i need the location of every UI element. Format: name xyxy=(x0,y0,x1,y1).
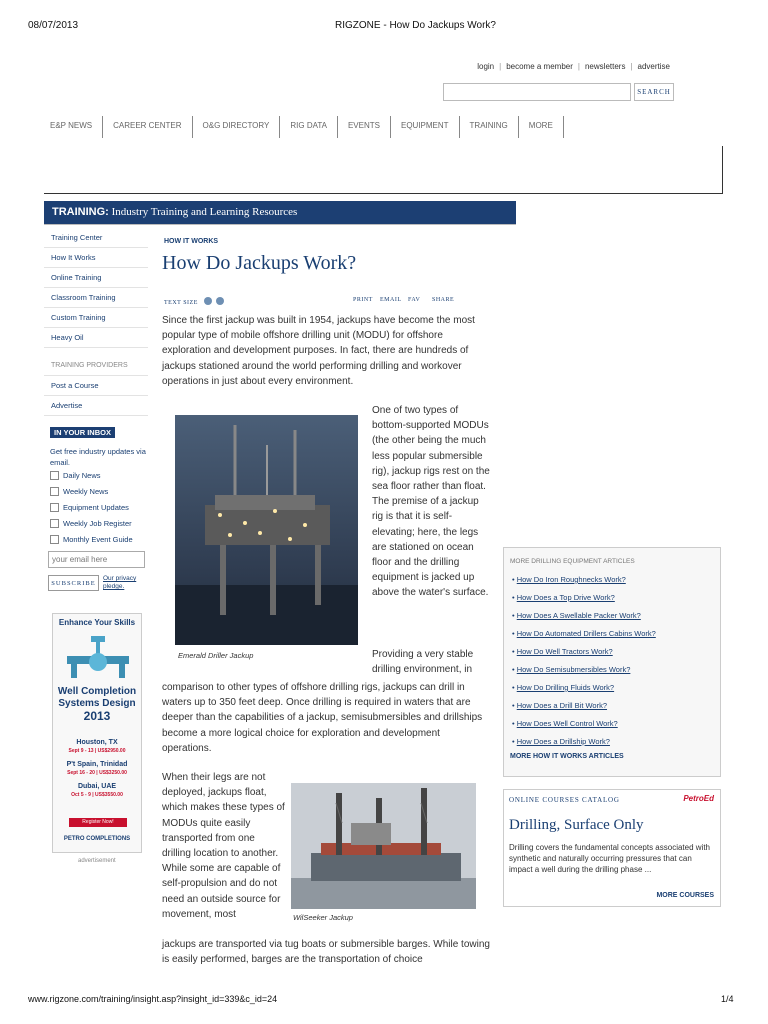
main-nav xyxy=(40,116,564,138)
related-item[interactable]: • How Does a Drill Bit Work? xyxy=(512,701,608,710)
newsletter-jobs[interactable]: Weekly Job Register xyxy=(50,519,132,528)
inbox-title: IN YOUR INBOX xyxy=(50,427,115,438)
related-item[interactable]: • How Do Automated Drillers Cabins Work? xyxy=(512,629,656,638)
photo-caption-1: Emerald Driller Jackup xyxy=(178,651,254,660)
inbox-text: Get free industry updates via email. xyxy=(50,447,146,467)
print-footer-page: 1/4 xyxy=(721,994,734,1004)
newsletter-weekly[interactable]: Weekly News xyxy=(50,487,108,496)
related-item[interactable]: • How Does a Drillship Work? xyxy=(512,737,610,746)
photo-caption-2: WilSeeker Jackup xyxy=(293,913,353,922)
ad-date-1: Sept 9 - 13 | US$2950.00 xyxy=(68,748,126,754)
rig-photo-wilseeker xyxy=(291,783,476,909)
related-articles-box xyxy=(503,547,721,777)
article-kicker: HOW IT WORKS xyxy=(164,238,219,245)
nav-rig-data[interactable]: RIG DATA xyxy=(280,116,338,138)
nav-training[interactable]: TRAINING xyxy=(460,116,519,138)
email-field[interactable]: your email here xyxy=(48,551,145,568)
ad-date-3: Oct 5 - 9 | US$3550.00 xyxy=(71,792,123,798)
newsletters-link[interactable]: newsletters xyxy=(584,62,626,71)
subscribe-button[interactable]: SUBSCRIBE xyxy=(48,575,99,591)
sidebar-item-advertise[interactable]: Advertise xyxy=(44,396,148,416)
sidebar-item-post-course[interactable]: Post a Course xyxy=(44,376,148,396)
login-link[interactable]: login xyxy=(477,62,495,71)
article-paragraph-3a: Providing a very stable drilling environment, in xyxy=(372,649,474,676)
newsletter-events[interactable]: Monthly Event Guide xyxy=(50,535,133,544)
more-how-it-works-link[interactable]: MORE HOW IT WORKS ARTICLES xyxy=(510,753,624,760)
text-smaller-icon[interactable] xyxy=(204,297,212,305)
sidebar-item-how-it-works[interactable]: How It Works xyxy=(44,248,148,268)
ad-banner[interactable] xyxy=(52,613,142,853)
text-larger-icon[interactable] xyxy=(216,297,224,305)
ad-city-1: Houston, TX xyxy=(76,739,118,746)
ad-heading: Enhance Your Skills xyxy=(58,618,136,627)
search-button[interactable]: SEARCH xyxy=(634,83,674,101)
article-tools xyxy=(164,297,464,306)
ad-date-2: Sept 16 - 20 | US$3250.00 xyxy=(67,770,127,776)
petroed-logo: PetroEd xyxy=(683,794,714,803)
article-paragraph-1: Since the first jackup was built in 1954, jackups have become the most popular type of mobile offshore drilling unit (MODU) for offshore exploration and development purposes. In fact, there are hundreds of jackups stationed around the world performing drilling and workover operations in just about every environment. xyxy=(162,315,475,387)
article-paragraph-4a: When their legs are not deployed, jackups float, which makes these types of MODUs quite easily transported from one drilling location to another. While some are capable of self-propulsion and do not need an outside source for movement, most xyxy=(162,772,285,920)
courses-heading: ONLINE COURSES CATALOG xyxy=(509,796,620,804)
training-banner xyxy=(44,201,516,224)
ad-city-3: Dubai, UAE xyxy=(77,783,117,790)
text-size-label: TEXT SIZE xyxy=(164,300,198,306)
nav-events[interactable]: EVENTS xyxy=(338,116,391,138)
newsletter-equipment[interactable]: Equipment Updates xyxy=(50,503,129,512)
nav-equipment[interactable]: EQUIPMENT xyxy=(391,116,460,138)
article-paragraph-3b: comparison to other types of offshore drilling rigs, jackups can drill in waters up to 350 feet deep. Once drilling is required in waters that are deeper than the capabilities of a jackup, semisubmersibles and drillships become a more logical choice for exploration and development operations. xyxy=(162,682,483,754)
top-links: login | become a member | newsletters | advertise xyxy=(477,62,670,71)
sidebar-item-online-training[interactable]: Online Training xyxy=(44,268,148,288)
nav-more[interactable]: MORE xyxy=(519,116,564,138)
divider xyxy=(722,146,723,194)
related-item[interactable]: • How Do Drilling Fluids Work? xyxy=(512,683,615,692)
course-description: Drilling covers the fundamental concepts associated with synthetic and naturally occurring pressures that can impact a well during the drilling phase ... xyxy=(509,843,710,874)
rig-photo-emerald-driller xyxy=(175,415,358,645)
related-item[interactable]: • How Do Iron Roughnecks Work? xyxy=(512,575,626,584)
sidebar-item-training-center[interactable]: Training Center xyxy=(44,228,148,248)
banner-label: TRAINING: xyxy=(52,206,109,218)
print-date: 08/07/2013 xyxy=(28,20,79,31)
ad-city-2: P't Spain, Trinidad xyxy=(66,761,128,768)
valve-icon xyxy=(61,632,135,682)
email-button[interactable]: EMAIL xyxy=(380,297,402,303)
checkbox[interactable] xyxy=(50,487,59,496)
ad-title-2: Systems Design xyxy=(58,698,136,709)
share-button[interactable]: SHARE xyxy=(432,297,455,303)
nav-og-directory[interactable]: O&G DIRECTORY xyxy=(193,116,281,138)
article-paragraph-4b: jackups are transported via tug boats or submersible barges. While towing is easily performed, barges are the transportation of choice xyxy=(162,939,490,966)
courses-box xyxy=(503,789,721,907)
become-member-link[interactable]: become a member xyxy=(506,62,573,71)
sidebar-providers-heading: TRAINING PROVIDERS xyxy=(44,356,148,376)
more-courses-link[interactable]: MORE COURSES xyxy=(656,892,714,899)
print-button[interactable]: PRINT xyxy=(353,297,373,303)
ad-register-button[interactable]: Register Now! xyxy=(69,818,127,827)
sidebar-item-heavy-oil[interactable]: Heavy Oil xyxy=(44,328,148,348)
checkbox[interactable] xyxy=(50,535,59,544)
nav-ep-news[interactable]: E&P NEWS xyxy=(40,116,103,138)
checkbox[interactable] xyxy=(50,519,59,528)
ad-title-1: Well Completion xyxy=(57,686,137,697)
sidebar-item-custom-training[interactable]: Custom Training xyxy=(44,308,148,328)
related-item[interactable]: • How Does Well Control Work? xyxy=(512,719,618,728)
course-title[interactable]: Drilling, Surface Only xyxy=(509,817,644,833)
print-title: RIGZONE - How Do Jackups Work? xyxy=(335,20,496,31)
related-item[interactable]: • How Do Well Tractors Work? xyxy=(512,647,613,656)
related-item[interactable]: • How Does A Swellable Packer Work? xyxy=(512,611,641,620)
related-item[interactable]: • How Does a Top Drive Work? xyxy=(512,593,615,602)
fav-button[interactable]: FAV xyxy=(408,297,421,303)
nav-career-center[interactable]: CAREER CENTER xyxy=(103,116,192,138)
sidebar-nav xyxy=(44,228,148,416)
ad-label: advertisement xyxy=(78,858,116,864)
checkbox[interactable] xyxy=(50,471,59,480)
ad-brand: PETRO COMPLETIONS xyxy=(63,836,131,842)
newsletter-daily[interactable]: Daily News xyxy=(50,471,101,480)
search-input[interactable] xyxy=(443,83,631,101)
article-paragraph-2: One of two types of bottom-supported MODUs (the other being the much less popular submersible rig), jackup rigs rest on the sea floor rather than float. The premise of a jackup rig is that it is self-elevating; here, the legs are stationed on ocean floor and the drilling equipment is jacked up above the water's surface. xyxy=(372,405,490,599)
related-heading: MORE DRILLING EQUIPMENT ARTICLES xyxy=(510,558,635,565)
checkbox[interactable] xyxy=(50,503,59,512)
page-title: How Do Jackups Work? xyxy=(162,252,357,274)
advertise-link[interactable]: advertise xyxy=(637,62,670,71)
banner-text: Industry Training and Learning Resources xyxy=(111,206,298,218)
print-footer-url: www.rigzone.com/training/insight.asp?insight_id=339&c_id=24 xyxy=(28,994,278,1004)
sidebar-item-classroom-training[interactable]: Classroom Training xyxy=(44,288,148,308)
divider xyxy=(44,193,723,194)
ad-year: 2013 xyxy=(83,709,111,723)
privacy-link[interactable]: Our privacy pledge. xyxy=(103,575,137,590)
related-item[interactable]: • How Do Semisubmersibles Work? xyxy=(512,665,631,674)
divider xyxy=(44,224,516,225)
